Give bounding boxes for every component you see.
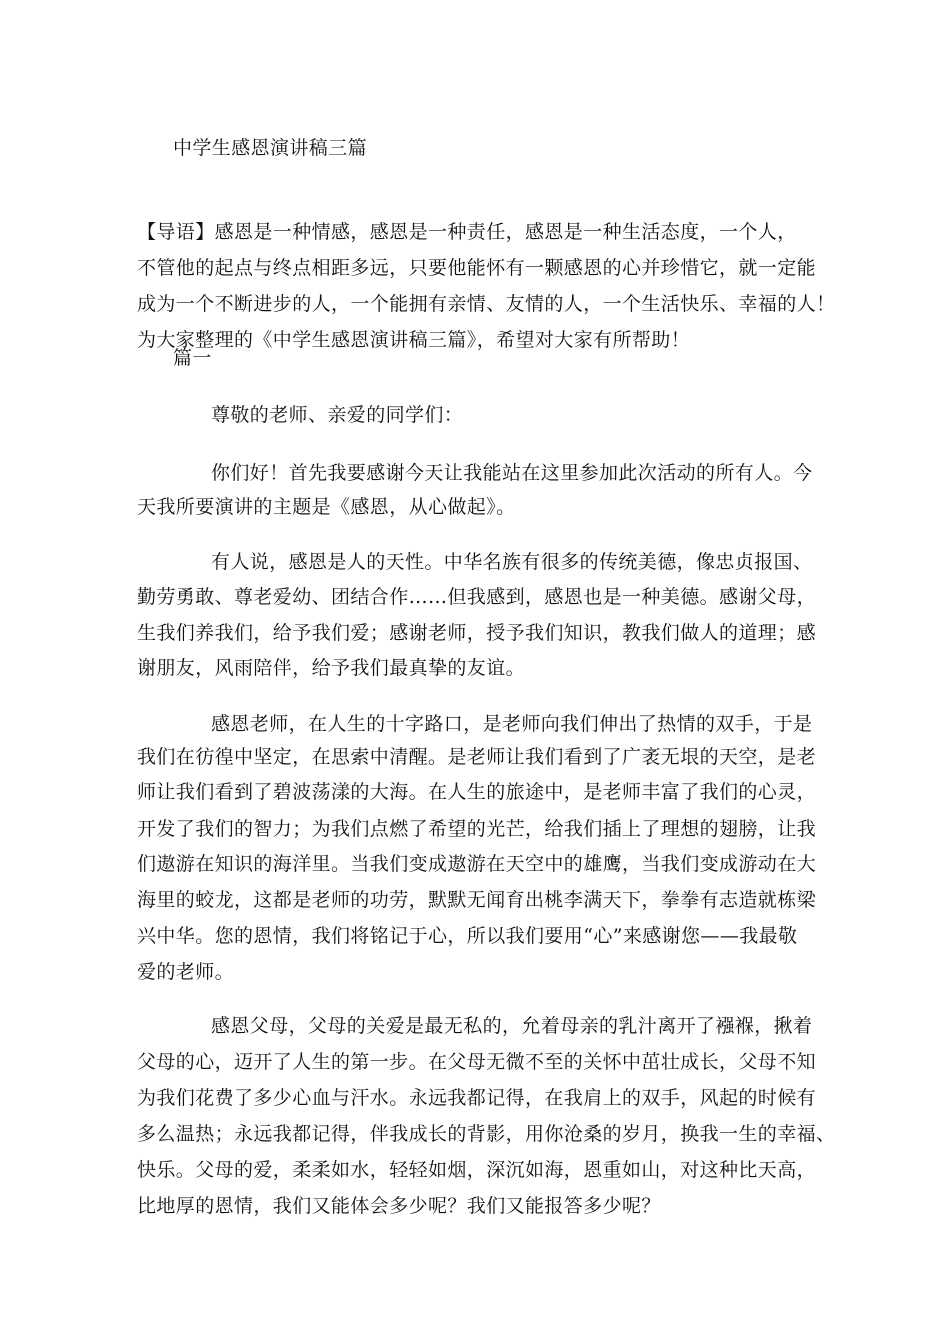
- intro-line: 【导语】感恩是一种情感，感恩是一种责任，感恩是一种生活态度，一个人，: [137, 221, 797, 243]
- paragraph-line: 你们好！首先我要感谢今天让我能站在这里参加此次活动的所有人。今: [211, 462, 813, 484]
- paragraph-line: 父母的心，迈开了人生的第一步。在父母无微不至的关怀中茁壮成长，父母不知: [137, 1051, 817, 1073]
- paragraph-line: 天我所要演讲的主题是《感恩，从心做起》。: [137, 496, 516, 518]
- paragraph-line: 开发了我们的智力；为我们点燃了希望的光芒，给我们插上了理想的翅膀，让我: [137, 818, 817, 840]
- intro-line: 成为一个不断进步的人，一个能拥有亲情、友情的人，一个生活快乐、幸福的人！: [137, 293, 836, 315]
- paragraph-line: 师让我们看到了碧波荡漾的大海。在人生的旅途中，是老师丰富了我们的心灵，: [137, 781, 817, 803]
- paragraph-line: 为我们花费了多少心血与汗水。永远我都记得，在我肩上的双手，风起的时候有: [137, 1087, 817, 1109]
- paragraph-line: 爱的老师。: [137, 961, 235, 983]
- document-title: 中学生感恩演讲稿三篇: [173, 137, 368, 159]
- intro-line: 为大家整理的《中学生感恩演讲稿三篇》，希望对大家有所帮助！: [137, 329, 691, 351]
- paragraph-line: 勤劳勇敢、尊老爱幼、团结合作……但我感到，感恩也是一种美德。感谢父母，: [137, 586, 817, 608]
- paragraph-line: 们遨游在知识的海洋里。当我们变成遨游在天空中的雄鹰，当我们变成游动在大: [137, 853, 817, 875]
- paragraph-line: 海里的蛟龙，这都是老师的功劳，默默无闻育出桃李满天下，拳拳有志造就栋梁: [137, 889, 817, 911]
- paragraph-line: 我们在彷徨中坚定，在思索中清醒。是老师让我们看到了广袤无垠的天空，是老: [137, 746, 817, 768]
- paragraph-line: 有人说，感恩是人的天性。中华名族有很多的传统美德，像忠贞报国、: [211, 551, 813, 573]
- intro-line: 不管他的起点与终点相距多远，只要他能怀有一颗感恩的心并珍惜它，就一定能: [137, 257, 817, 279]
- paragraph-line: 感恩老师，在人生的十字路口，是老师向我们伸出了热情的双手，于是: [211, 713, 813, 735]
- paragraph-line: 谢朋友，风雨陪伴，给予我们最真挚的友谊。: [137, 657, 526, 679]
- paragraph-line: 比地厚的恩情，我们又能体会多少呢？我们又能报答多少呢？: [137, 1195, 661, 1217]
- paragraph-line: 生我们养我们，给予我们爱；感谢老师，授予我们知识，教我们做人的道理；感: [137, 622, 817, 644]
- greeting: 尊敬的老师、亲爱的同学们：: [211, 404, 464, 426]
- paragraph-line: 多么温热；永远我都记得，伴我成长的背影，用你沧桑的岁月，换我一生的幸福、: [137, 1123, 836, 1145]
- section-heading: 篇一: [173, 347, 212, 369]
- paragraph-line: 兴中华。您的恩情，我们将铭记于心，所以我们要用“心”来感谢您——我最敬: [137, 925, 798, 947]
- paragraph-line: 感恩父母，父母的关爱是最无私的，允着母亲的乳汁离开了襁褓，揪着: [211, 1015, 813, 1037]
- paragraph-line: 快乐。父母的爱，柔柔如水，轻轻如烟，深沉如海，恩重如山，对这种比天高，: [137, 1159, 817, 1181]
